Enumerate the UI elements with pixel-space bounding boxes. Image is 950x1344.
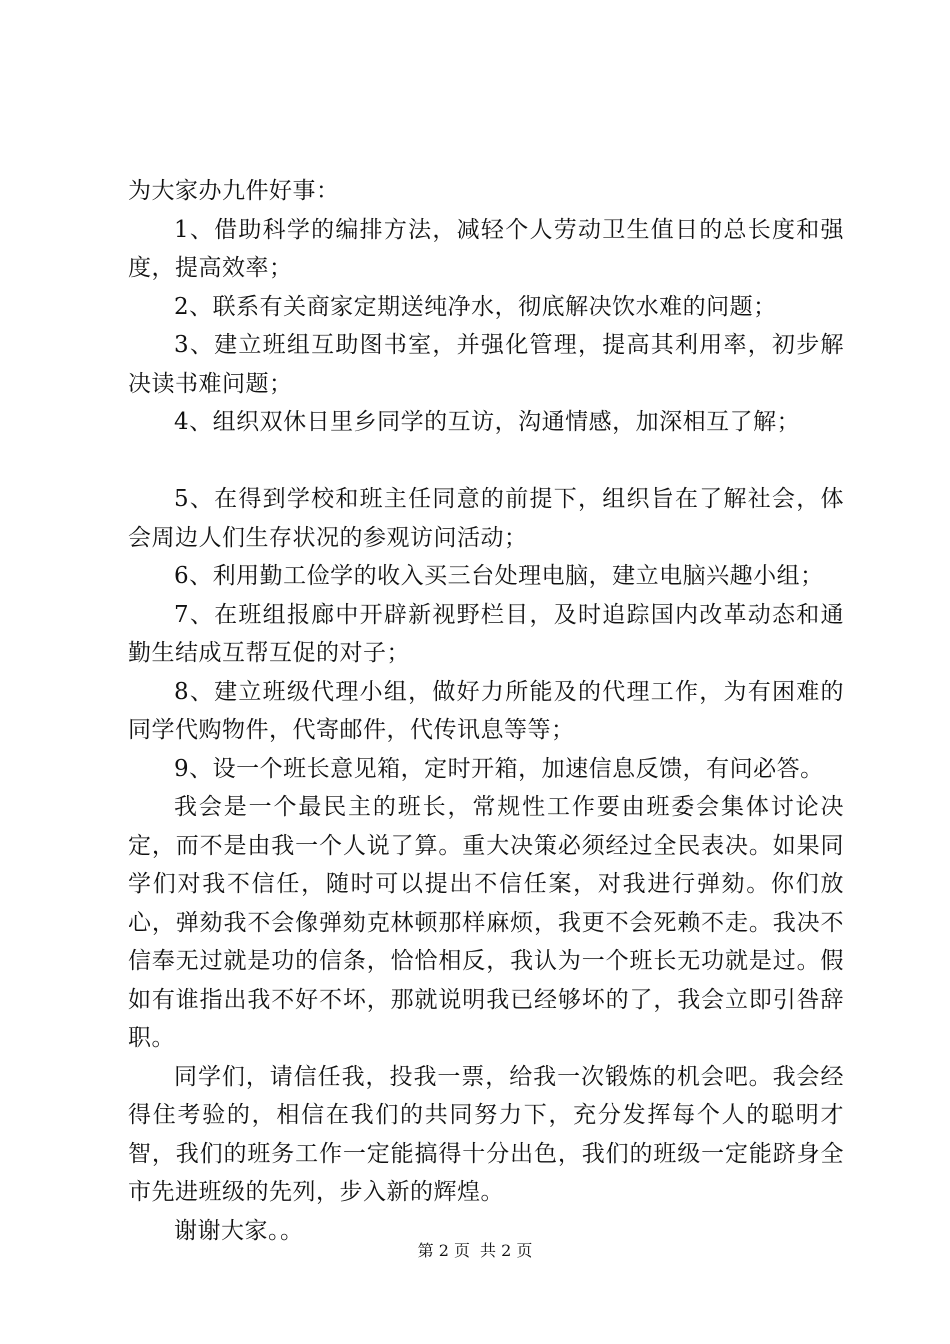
intro-line: 为大家办九件好事：: [128, 178, 340, 204]
list-item-4: 4、组织双休日里乡同学的互访，沟通情感，加深相互了解；: [174, 409, 801, 435]
list-item-6: 6、利用勤工俭学的收入买三台处理电脑，建立电脑兴趣小组；: [174, 563, 824, 589]
page-total: 共 2 页: [480, 1241, 533, 1260]
list-item-2: 2、联系有关商家定期送纯净水，彻底解决饮水难的问题；: [174, 293, 777, 320]
list-item-8: 8、建立班级代理小组，做好力所能及的代理工作，为有困难的同学代购物件，代寄邮件，代传讯息等等；: [128, 678, 844, 743]
document-body: [128, 172, 844, 1250]
list-item-3: 3、建立班组互助图书室，并强化管理，提高其利用率，初步解决读书难问题；: [128, 332, 844, 397]
blank-line: [128, 442, 844, 481]
paragraph-thanks: 谢谢大家。。: [174, 1217, 304, 1244]
page-number: 第 2 页: [417, 1241, 470, 1260]
list-item-5: 5、在得到学校和班主任同意的前提下，组织旨在了解社会，体会周边人们生存状况的参观访问活动；: [128, 486, 844, 551]
list-item-1: 1、借助科学的编排方法，减轻个人劳动卫生值日的总长度和强度，提高效率；: [128, 216, 844, 281]
list-item-9: 9、设一个班长意见箱，定时开箱，加速信息反馈，有问必答。: [174, 755, 824, 782]
page-footer: [0, 1240, 950, 1262]
paragraph-appeal: 同学们，请信任我，投我一票，给我一次锻炼的机会吧。我会经得住考验的，相信在我们的共同努力下，充分发挥每个人的聪明才智，我们的班务工作一定能搞得十分出色，我们的班级一定能跻身全市先进班级的先列，步入新的辉煌。: [128, 1063, 844, 1205]
list-item-7: 7、在班组报廊中开辟新视野栏目，及时追踪国内改革动态和通勤生结成互帮互促的对子；: [128, 601, 844, 666]
paragraph-democracy: 我会是一个最民主的班长，常规性工作要由班委会集体讨论决定，而不是由我一个人说了算。重大决策必须经过全民表决。如果同学们对我不信任，随时可以提出不信任案，对我进行弹劾。你们放心，弹劾我不会像弹劾克林顿那样麻烦，我更不会死赖不走。我决不信奉无过就是功的信条，恰恰相反，我认为一个班长无功就是过。假如有谁指出我不好不坏，那就说明我已经够坏的了，我会立即引咎辞职。: [128, 794, 844, 1051]
